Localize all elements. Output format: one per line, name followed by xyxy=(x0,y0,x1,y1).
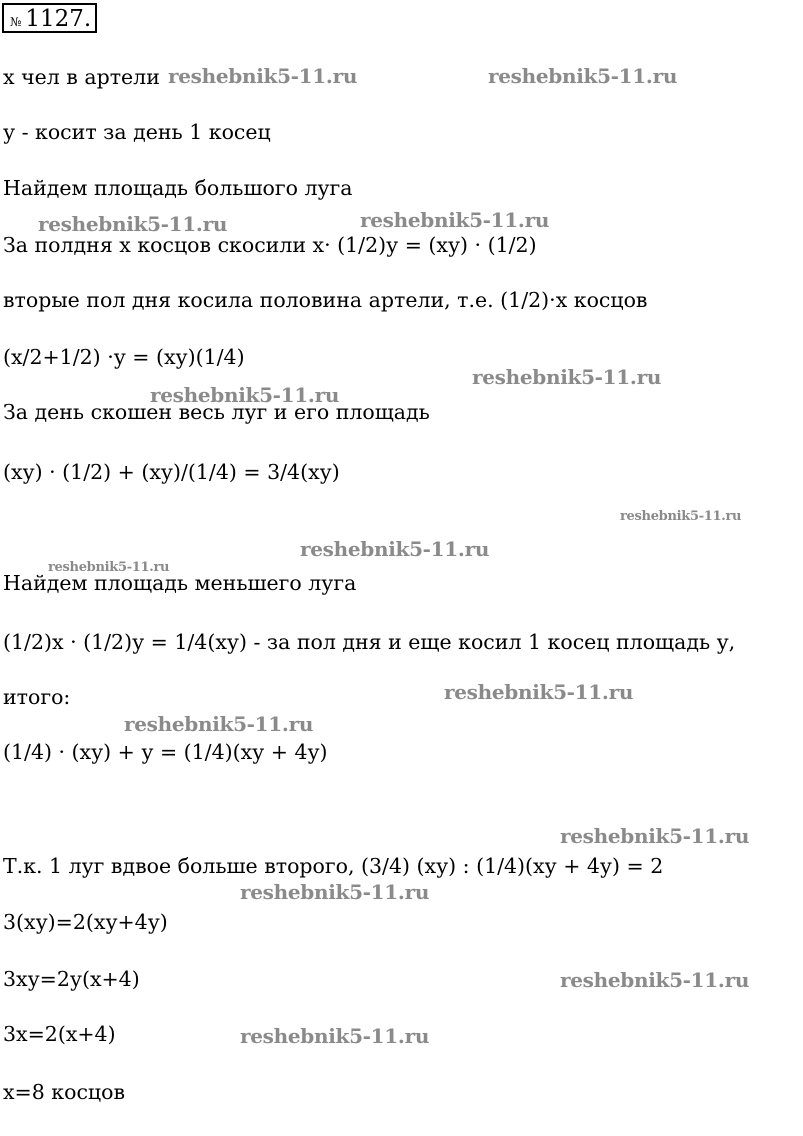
watermark: reshebnik5-11.ru xyxy=(300,537,490,561)
problem-number-box xyxy=(2,3,97,33)
solution-line-7: За день скошен весь луг и его площадь xyxy=(3,400,430,424)
watermark: reshebnik5-11.ru xyxy=(124,712,314,736)
solution-line-10: (1/2)х · (1/2)у = 1/4(ху) - за пол дня и еще косил 1 косец площадь у, xyxy=(3,630,736,654)
solution-line-4: За полдня х косцов скосили х· (1/2)у = (ху) · (1/2) xyxy=(3,233,537,257)
solution-line-8: (ху) · (1/2) + (ху)/(1/4) = 3/4(ху) xyxy=(3,460,340,484)
watermark: reshebnik5-11.ru xyxy=(620,509,742,524)
solution-line-15: 3ху=2у(х+4) xyxy=(3,967,140,991)
solution-line-14: 3(ху)=2(ху+4у) xyxy=(3,910,168,934)
watermark: reshebnik5-11.ru xyxy=(560,824,750,848)
watermark: reshebnik5-11.ru xyxy=(488,64,678,88)
solution-line-9: Найдем площадь меньшего луга xyxy=(3,571,357,595)
solution-line-6: (х/2+1/2) ·у = (ху)(1/4) xyxy=(3,345,245,369)
problem-number: 1127. xyxy=(25,6,92,32)
watermark: reshebnik5-11.ru xyxy=(444,680,634,704)
solution-line-5: вторые пол дня косила половина артели, т.е. (1/2)·х косцов xyxy=(3,288,648,312)
solution-line-16: 3х=2(х+4) xyxy=(3,1022,116,1046)
solution-line-13: Т.к. 1 луг вдвое больше второго, (3/4) (ху) : (1/4)(ху + 4у) = 2 xyxy=(3,854,664,878)
watermark: reshebnik5-11.ru xyxy=(360,208,550,232)
watermark: reshebnik5-11.ru xyxy=(472,365,662,389)
solution-line-17: х=8 косцов xyxy=(3,1080,125,1104)
watermark: reshebnik5-11.ru xyxy=(48,560,170,575)
solution-line-3: Найдем площадь большого луга xyxy=(3,176,353,200)
watermark: reshebnik5-11.ru xyxy=(150,383,340,407)
watermark: reshebnik5-11.ru xyxy=(560,968,750,992)
watermark: reshebnik5-11.ru xyxy=(240,880,430,904)
solution-line-2: у - косит за день 1 косец xyxy=(3,120,271,144)
solution-line-1: х чел в артели xyxy=(3,65,160,89)
solution-line-12: (1/4) · (ху) + у = (1/4)(ху + 4у) xyxy=(3,740,328,764)
watermark: reshebnik5-11.ru xyxy=(168,64,358,88)
watermark: reshebnik5-11.ru xyxy=(38,212,228,236)
solution-line-11: итого: xyxy=(3,685,71,709)
watermark: reshebnik5-11.ru xyxy=(240,1024,430,1048)
number-sign: № xyxy=(10,15,22,29)
